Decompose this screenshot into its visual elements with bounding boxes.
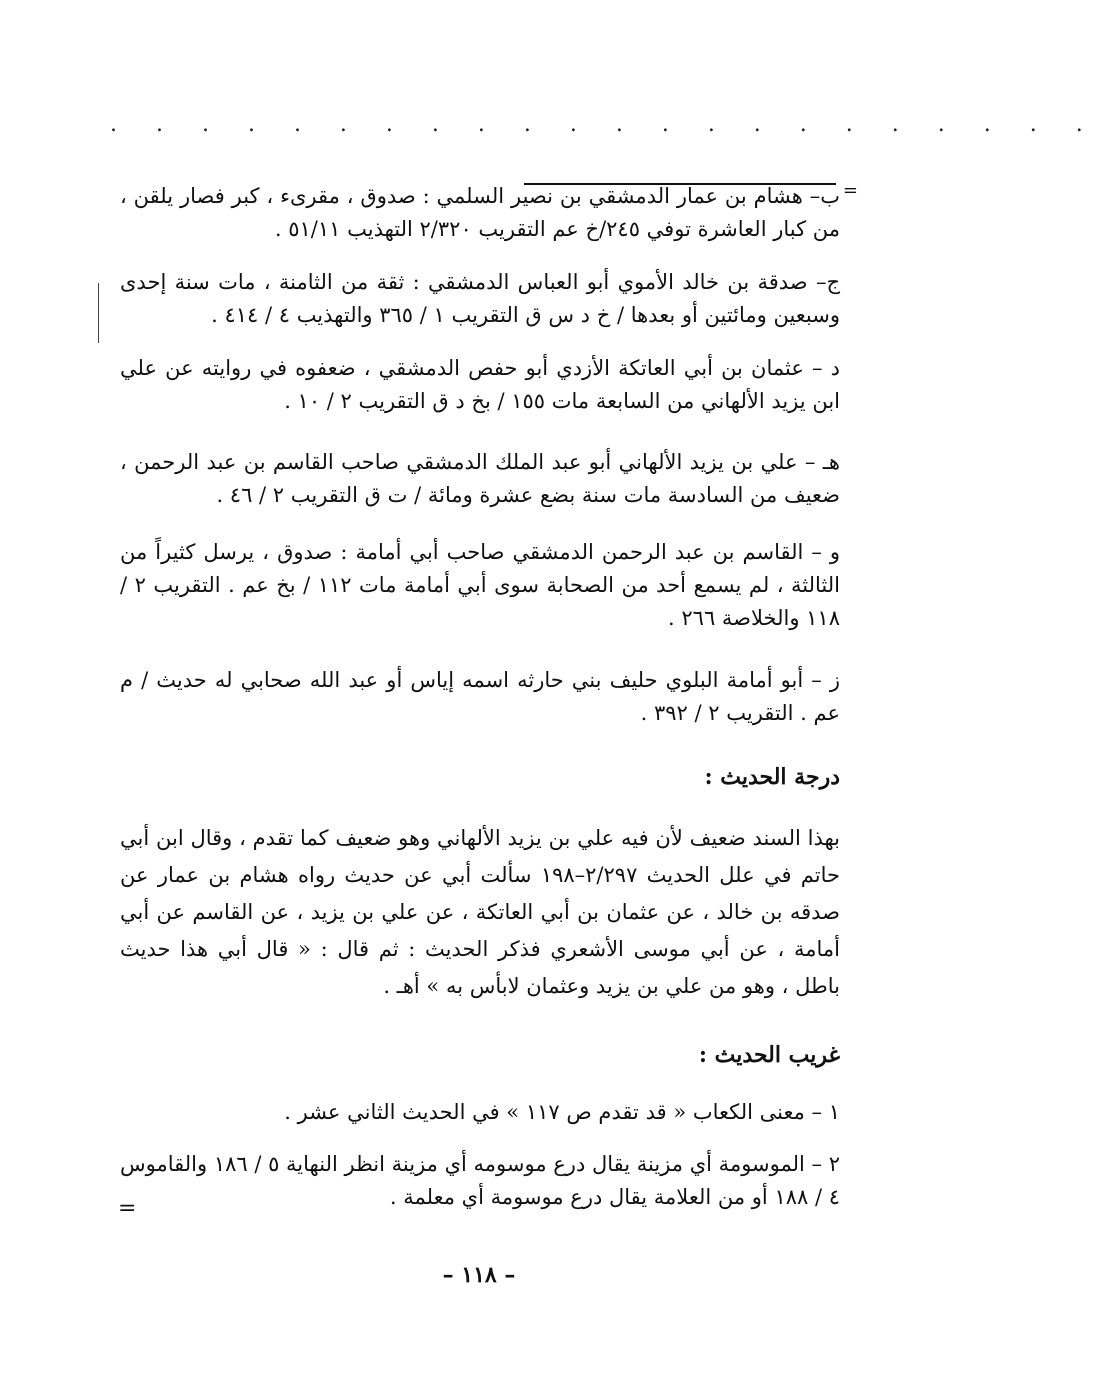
footnote-w — [120, 536, 840, 635]
footnote-text: ز – أبو أمامة البلوي حليف بني حارثه اسمه إياس أو عبد الله صحابي له حديث / م عم . التقريب ٢ / ٣٩٢ . — [120, 668, 841, 725]
grade-text: بهذا السند ضعيف لأن فيه علي بن يزيد الألهاني وهو ضعيف كما تقدم ، وقال ابن أبي حاتم في علل الحديث ٢/٢٩٧–١٩٨ سألت أبي عن حديث رواه هشام بن عمار عن صدقه بن خالد ، عن عثمان بن أبي العاتكة ، عن علي بن يزيد ، عن القاسم عن أبي أمامة ، عن أبي موسى الأشعري فذكر الحديث : ثم قال : « قال أبي هذا حديث باطل ، وهو من علي بن يزيد وعثمان لابأس به » أهـ . — [120, 826, 840, 998]
continuation-mark-top: = — [842, 180, 858, 201]
gharib-item-1 — [120, 1096, 840, 1129]
grade-paragraph — [120, 820, 840, 1005]
footnote-text: هـ – علي بن يزيد الألهاني أبو عبد الملك الدمشقي صاحب القاسم بن عبد الرحمن ، ضعيف من السادسة مات سنة بضع عشرة ومائة / ت ق التقريب ٢ / ٤٦ . — [120, 450, 840, 507]
gharib-text: ٢ – الموسومة أي مزينة يقال درع موسومه أي مزينة انظر النهاية ٥ / ١٨٦ والقاموس ٤ / ١٨٨ أو من العلامة يقال درع موسومة أي معلمة . — [120, 1152, 840, 1209]
footnote-h — [120, 446, 840, 512]
continuation-mark-bottom: = — [118, 1196, 137, 1221]
gharib-text: ١ – معنى الكعاب « قد تقدم ص ١١٧ » في الحديث الثاني عشر . — [284, 1100, 840, 1124]
footnote-z — [120, 664, 840, 730]
gharib-item-2 — [120, 1148, 840, 1214]
footnote-text: ب– هشام بن عمار الدمشقي بن نصير السلمي : صدوق ، مقرىء ، كبر فصار يلقن ، من كبار العاشرة توفي ٢٤٥/خ عم التقريب ٢/٣٢٠ التهذيب ٥١/١١ . — [120, 184, 840, 241]
footnote-text: و – القاسم بن عبد الرحمن الدمشقي صاحب أبي أمامة : صدوق ، يرسل كثيراً من الثالثة ، لم يسمع أحد من الصحابة سوى أبي أمامة مات ١١٢ / بخ عم . التقريب ٢ / ١١٨ والخلاصة ٢٦٦ . — [120, 540, 840, 630]
page-number: – ١١٨ – — [442, 1262, 516, 1288]
footnote-text: د – عثمان بن أبي العاتكة الأزدي أبو حفص الدمشقي ، ضعفوه في روايته عن علي ابن يزيد الألهاني من السابعة مات ١٥٥ / بخ د ق التقريب ٢ / ١٠ . — [120, 356, 840, 413]
footnote-d — [120, 352, 840, 418]
footnote-j — [120, 266, 840, 332]
gharib-heading: غريب الحديث : — [698, 1042, 840, 1068]
footnote-text: ج– صدقة بن خالد الأموي أبو العباس الدمشقي : ثقة من الثامنة ، مات سنة إحدى وسبعين ومائتين أو بعدها / خ د س ق التقريب ١ / ٣٦٥ والتهذيب ٤ / ٤١٤ . — [120, 270, 840, 327]
dotted-separator: . . . . . . . . . . . . . . . . . . . . . . — [110, 112, 1099, 137]
grade-heading: درجة الحديث : — [704, 764, 840, 790]
margin-line — [98, 283, 99, 343]
footnote-b — [120, 180, 840, 246]
